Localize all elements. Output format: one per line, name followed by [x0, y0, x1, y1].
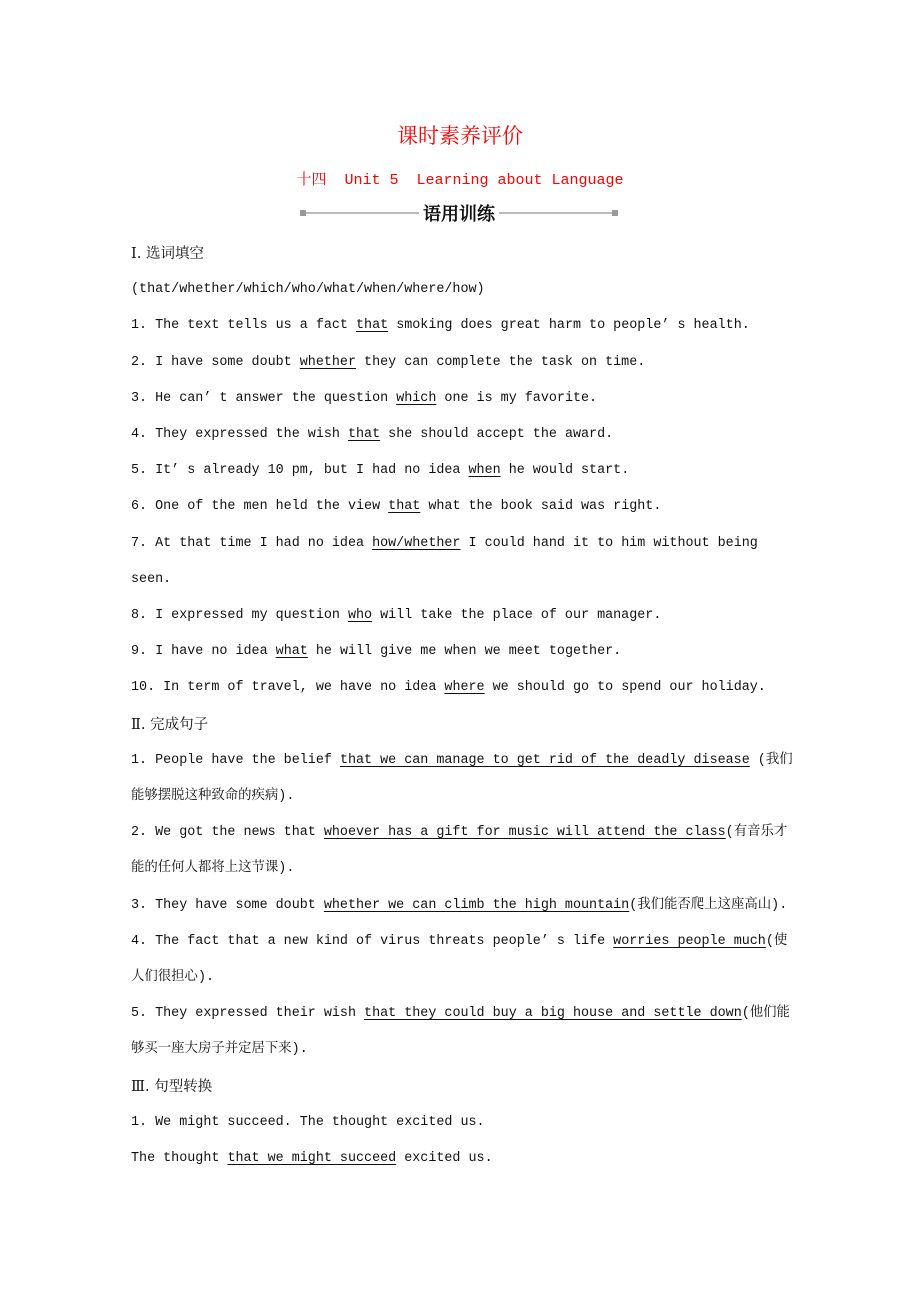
answer: that we might succeed — [227, 1151, 397, 1167]
item-text: excited us. — [396, 1151, 493, 1167]
item-text: 1. People have the belief — [131, 752, 340, 768]
item-text: 10. In term of travel, we have no idea — [131, 680, 445, 696]
exercise-item — [131, 417, 799, 453]
item-text: The thought — [131, 1151, 228, 1167]
answer: worries people much — [613, 933, 766, 949]
item-text: (有音乐才能的任何人都将上这节课). — [131, 825, 788, 877]
item-text: 2. We got the news that — [131, 825, 324, 841]
item-text: (使人们很担心). — [131, 933, 788, 986]
item-text: 9. I have no idea — [131, 644, 276, 660]
banner-cap-right — [612, 210, 618, 216]
item-text: 2. I have some doubt — [131, 354, 300, 370]
section-banner — [300, 200, 618, 226]
item-text: 1. The text tells us a fact — [131, 318, 356, 334]
exercise-item — [131, 453, 799, 489]
item-text: 3. They have some doubt — [131, 897, 324, 913]
exercise-item — [131, 1141, 799, 1177]
answer: which — [396, 390, 437, 406]
answer: when — [468, 463, 501, 479]
exercise-item — [131, 598, 799, 634]
answer: what — [275, 644, 308, 660]
exercise-item — [131, 996, 799, 1068]
exercise-item — [131, 743, 799, 815]
banner-line-right — [499, 212, 612, 214]
item-text: 5. It’ s already 10 pm, but I had no idea — [131, 463, 469, 479]
answer: whether we can climb the high mountain — [323, 897, 630, 913]
exercise-item — [131, 526, 799, 598]
item-text: we should go to spend our holiday. — [484, 680, 766, 696]
answer: where — [444, 680, 485, 696]
banner-line-left — [306, 212, 419, 214]
item-text: she should accept the award. — [380, 427, 614, 443]
item-text: (我们能否爬上这座高山). — [629, 897, 788, 913]
exercise-item — [131, 924, 799, 996]
exercise-body — [131, 236, 799, 1177]
answer: that they could buy a big house and settle down — [364, 1006, 742, 1022]
item-text: (我们能够摆脱这种致命的疾病). — [131, 752, 793, 805]
answer: that — [347, 427, 381, 443]
exercise-item — [131, 489, 799, 525]
page-title: 课时素养评价 — [397, 124, 523, 148]
item-text: smoking does great harm to people’ s health. — [388, 318, 750, 334]
section-heading: Ⅰ. 选词填空 — [131, 246, 204, 262]
item-text: 8. I expressed my question — [131, 608, 348, 624]
item-text: 3. He can’ t answer the question — [131, 390, 397, 406]
item-text: 7. At that time I had no idea — [131, 535, 373, 551]
exercise-item — [131, 345, 799, 381]
item-text: he would start. — [500, 463, 630, 479]
answer: that we can manage to get rid of the deadly disease — [339, 752, 750, 768]
answer: whoever has a gift for music will attend the class — [323, 825, 726, 841]
section-heading: Ⅱ. 完成句子 — [131, 716, 209, 733]
item-text: I could hand it to him without being seen. — [131, 535, 758, 587]
exercise-item — [131, 888, 799, 924]
item-text: (他们能够买一座大房子并定居下来). — [131, 1006, 790, 1058]
banner-label: 语用训练 — [423, 204, 495, 225]
exercise-item — [131, 670, 799, 706]
unit-subtitle: 十四 Unit 5 Learning about Language — [296, 172, 624, 189]
item-text: 4. They expressed the wish — [131, 427, 348, 443]
exercise-item — [131, 1105, 799, 1141]
answer: how/whether — [372, 535, 461, 551]
exercise-item — [131, 634, 799, 670]
item-text: one is my favorite. — [436, 390, 598, 406]
exercise-item — [131, 381, 799, 417]
section-heading: Ⅲ. 句型转换 — [131, 1078, 213, 1095]
item-text: he will give me when we meet together. — [307, 644, 622, 660]
word-bank: (that/whether/which/who/what/when/where/how) — [131, 282, 485, 298]
item-text: they can complete the task on time. — [356, 354, 646, 370]
answer: that — [388, 499, 421, 515]
exercise-item — [131, 308, 799, 344]
item-text: 5. They expressed their wish — [131, 1006, 365, 1022]
answer: whether — [299, 354, 356, 370]
answer: that — [356, 318, 389, 334]
exercise-item — [131, 815, 799, 887]
answer: who — [347, 608, 373, 624]
item-text: 4. The fact that a new kind of virus threats people’ s life — [131, 933, 614, 949]
item-text: will take the place of our manager. — [372, 608, 662, 624]
item-text: 1. We might succeed. The thought excited us. — [131, 1114, 485, 1130]
item-text: what the book said was right. — [420, 499, 662, 515]
item-text: 6. One of the men held the view — [131, 499, 389, 515]
